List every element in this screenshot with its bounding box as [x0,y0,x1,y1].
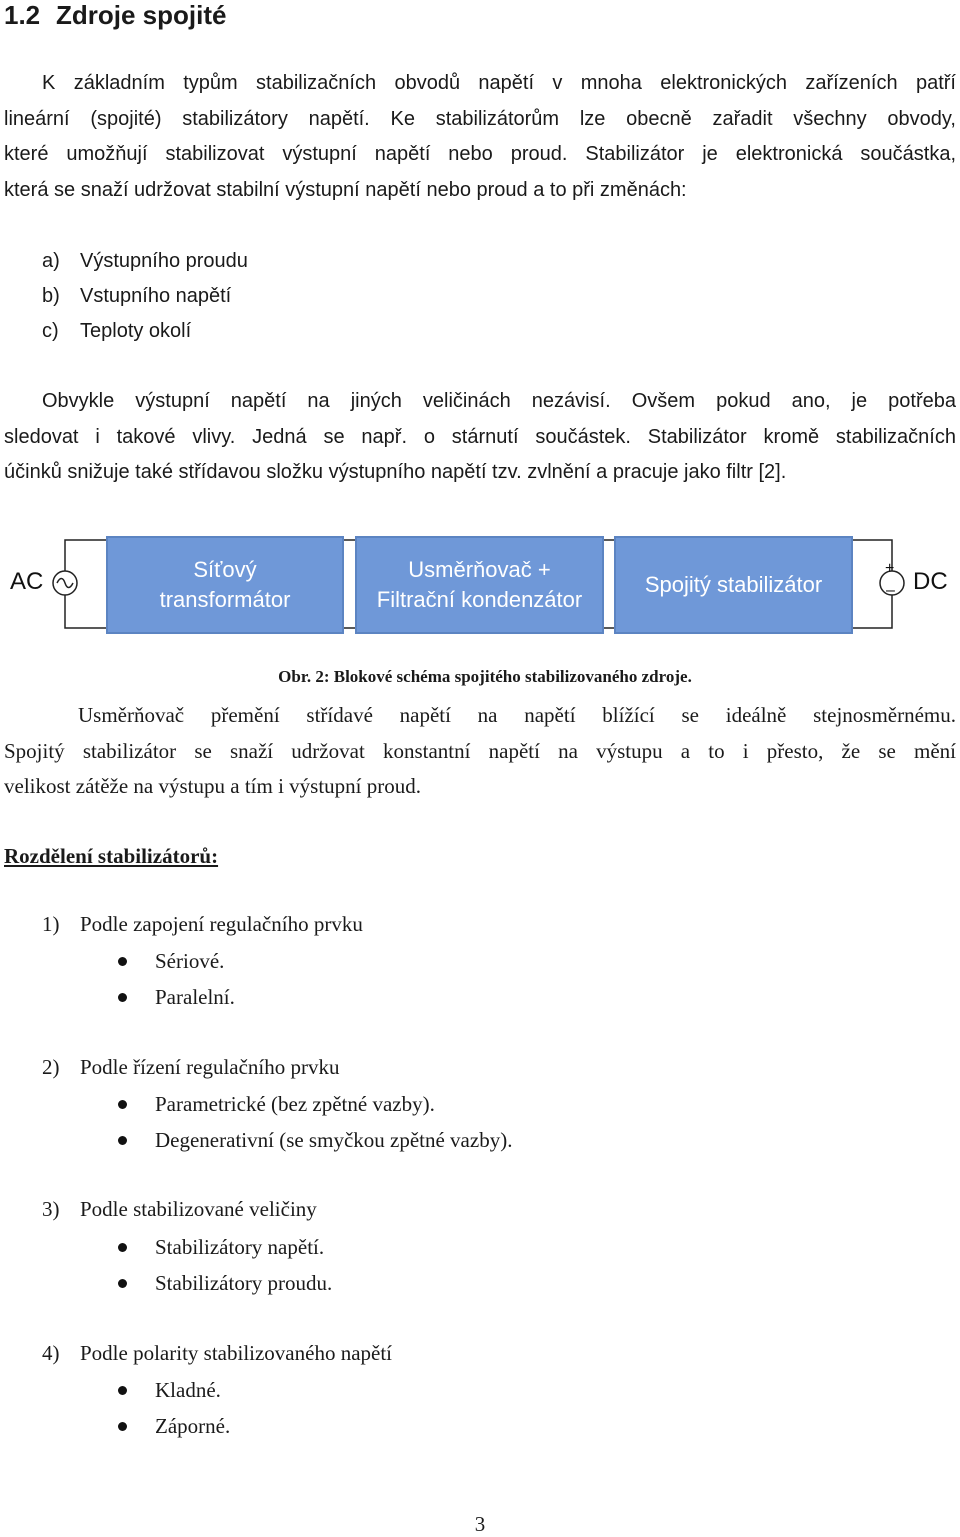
division-title: Podle polarity stabilizovaného napětí [80,1341,393,1365]
figure-caption: Obr. 2: Blokové schéma spojitého stabilizovaného zdroje. [278,667,692,686]
paragraph-2 [4,384,956,491]
division-item [42,1194,317,1224]
block-line: Filtrační kondenzátor [376,587,583,612]
block-line: Spojitý stabilizátor [644,572,823,597]
ac-label: AC [10,568,44,595]
list-text: Výstupního proudu [80,250,248,272]
division-title: Podle řízení regulačního prvku [80,1055,340,1079]
bullet-text: Degenerativní (se smyčkou zpětné vazby). [155,1128,513,1152]
bullet-text: Stabilizátory proudu. [155,1271,333,1295]
division-item [42,1338,392,1368]
block-line: Usměrňovač + [408,557,551,582]
bullet-icon [118,1422,127,1431]
list-text: Vstupního napětí [80,285,232,307]
section-heading [4,0,226,32]
division-item [42,1052,340,1082]
block-stabilizer [614,536,853,634]
bullet-text: Sériové. [155,949,225,973]
paragraph-3 [4,698,956,805]
division-marker: 2) [42,1055,60,1079]
intro-line-1: K základním typům stabilizačních obvodů napětí v mnoha elektronických zařízeních patří [42,72,956,94]
bullet-icon [118,957,127,966]
intro-line-4: která se snaží udržovat stabilní výstupní napětí nebo proud a to při změnách: [4,178,687,201]
intro-paragraph [4,66,956,208]
plus-sign: + [885,560,895,577]
para2-line-1: Obvykle výstupní napětí na jiných veličinách nezávisí. Ovšem pokud ano, je potřeba [42,390,956,412]
bullet-text: Stabilizátory napětí. [155,1235,325,1259]
bullet-icon [118,993,127,1002]
para3-line-3: velikost zátěže na výstupu a tím i výstupní proud. [4,774,422,798]
division-marker: 4) [42,1341,60,1365]
block-line: Síťový [193,557,257,582]
bullet-icon [118,1243,127,1252]
intro-line-3: které umožňují stabilizovat výstupní napětí nebo proud. Stabilizátor je elektronická součástka, [4,143,956,165]
minus-sign: – [886,582,895,599]
list-text: Teploty okolí [80,320,192,342]
division-heading: Rozdělení stabilizátorů: [4,844,219,868]
list-marker: c) [42,320,59,342]
para3-line-2: Spojitý stabilizátor se snaží udržovat konstantní napětí na výstupu a to i přesto, že se mění [4,738,956,763]
division-title: Podle zapojení regulačního prvku [80,912,363,936]
para2-line-2: sledovat i takové vlivy. Jedná se např. o stárnutí součástek. Stabilizátor kromě stabilizačních [4,425,956,448]
bullet-text: Paralelní. [155,985,235,1009]
para3-line-1: Usměrňovač přemění střídavé napětí na napětí blížící se ideálně stejnosměrnému. [78,703,956,727]
division-marker: 3) [42,1197,60,1221]
block-line: transformátor [159,587,291,612]
bullet-icon [118,1279,127,1288]
section-title: Zdroje spojité [56,0,227,30]
block-diagram [0,530,960,640]
intro-line-2: lineární (spojité) stabilizátory napětí. Ke stabilizátorům lze obecně zařadit všechny obvody, [4,107,956,130]
page-number: 3 [474,1512,486,1536]
list-item [42,281,231,311]
list-marker: a) [42,250,60,272]
bullet-text: Parametrické (bez zpětné vazby). [155,1092,435,1116]
list-marker: b) [42,285,60,307]
bullet-text: Kladné. [155,1378,221,1402]
block-rectifier [355,536,604,634]
para2-line-3: účinků snižuje také střídavou složku výstupního napětí tzv. zvlnění a pracuje jako filtr [2]. [4,461,787,483]
division-marker: 1) [42,912,60,936]
section-number: 1.2 [4,0,41,30]
block-transformer [106,536,344,634]
bullet-text: Záporné. [155,1414,231,1438]
bullet-icon [118,1136,127,1145]
list-item [42,246,248,276]
bullet-icon [118,1386,127,1395]
bullet-icon [118,1100,127,1109]
division-item [42,909,363,939]
list-item [42,316,191,346]
division-title: Podle stabilizované veličiny [80,1197,317,1221]
dc-label: DC [913,568,948,595]
